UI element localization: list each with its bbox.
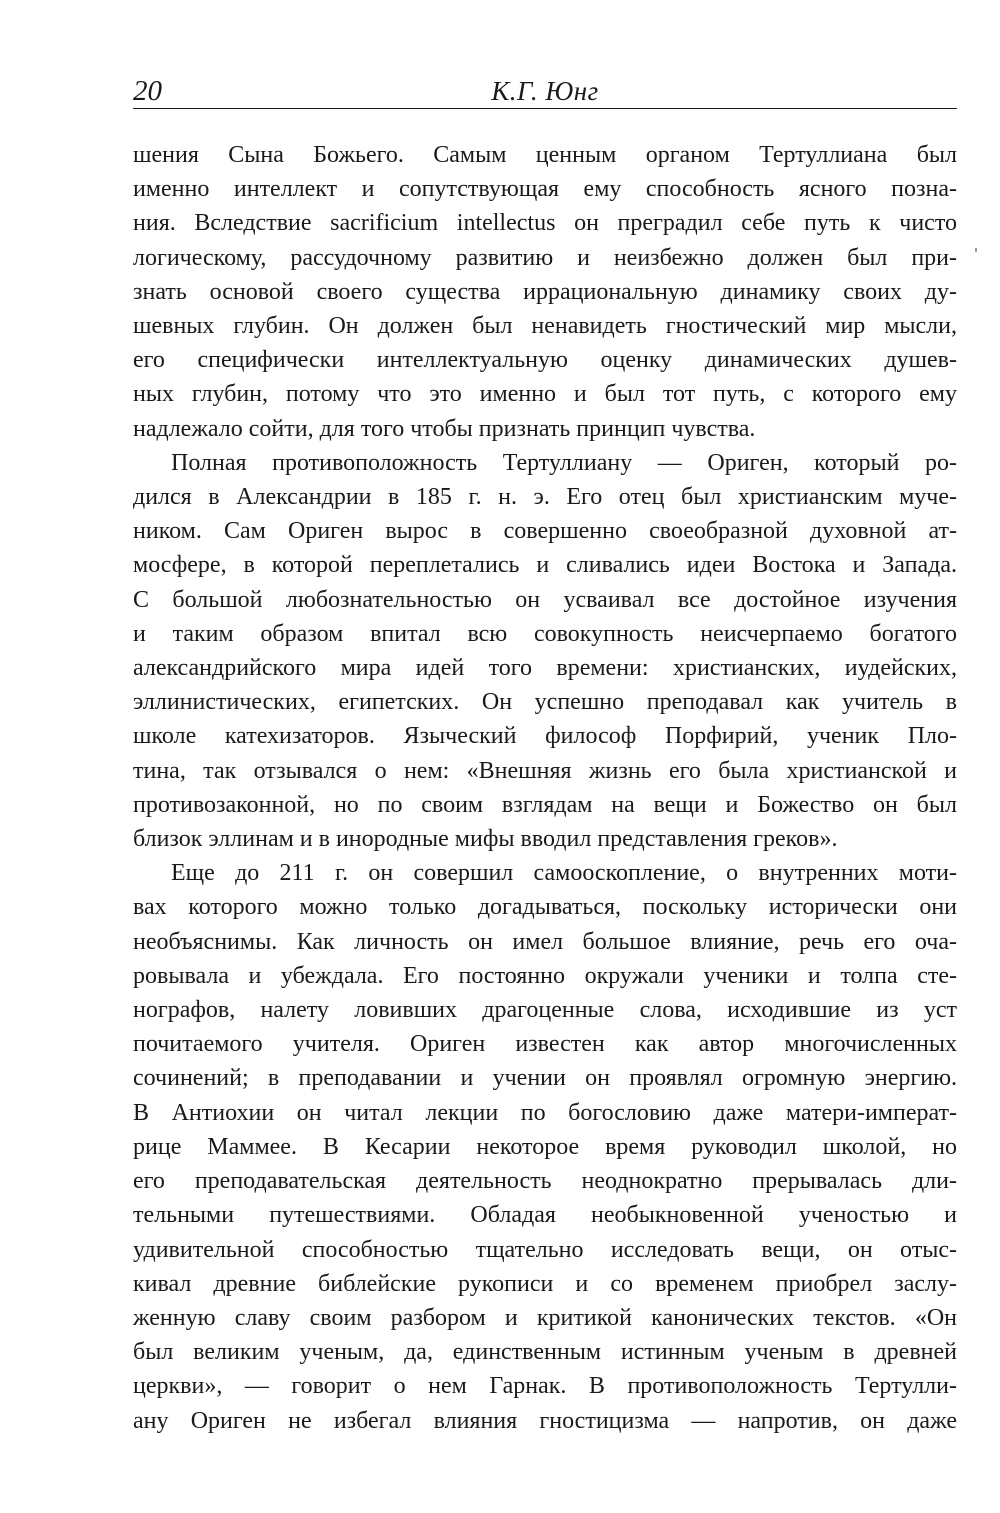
- body-text: [133, 138, 957, 1438]
- text-line: александрийского мира идей того времени: христианских, иудейских,: [133, 655, 957, 682]
- paragraph-3: [133, 856, 957, 1437]
- text-line: мосфере, в которой переплетались и сливались идеи Востока и Запада.: [133, 552, 957, 579]
- text-line: и таким образом впитал всю совокупность неисчерпаемо богатого: [133, 620, 957, 647]
- text-line: церкви», — говорит о нем Гарнак. В противоположность Тертулли-: [133, 1373, 957, 1400]
- text-line: эллинистических, египетских. Он успешно преподавал как учитель в: [133, 689, 957, 716]
- text-line: ану Ориген не избегал влияния гностицизма — напротив, он даже: [133, 1407, 957, 1434]
- text-line: надлежало сойти, для того чтобы признать принцип чувства.: [133, 415, 756, 442]
- text-line: ровывала и убеждала. Его постоянно окружали ученики и толпа сте-: [133, 962, 957, 989]
- page-number: 20: [133, 75, 162, 107]
- text-line: необъяснимы. Как личность он имел большое влияние, речь его оча-: [133, 928, 957, 955]
- text-line: логическому, рассудочному развитию и неизбежно должен был при-: [133, 244, 957, 271]
- text-line: ником. Сам Ориген вырос в совершенно своеобразной духовной ат-: [133, 518, 957, 545]
- text-line: его преподавательская деятельность неоднократно прерывалась дли-: [133, 1168, 957, 1195]
- text-line: Еще до 211 г. он совершил самооскопление, о внутренних моти-: [171, 860, 957, 887]
- text-line: тельными путешествиями. Обладая необыкновенной ученостью и: [133, 1202, 957, 1229]
- text-line: вах которого можно только догадываться, поскольку исторически они: [133, 894, 957, 921]
- text-line: ния. Вследствие sacrificium intellectus он преградил себе путь к чисто: [133, 210, 957, 237]
- text-line: тина, так отзывался о нем: «Внешняя жизнь его была христианской и: [133, 757, 957, 784]
- text-line: удивительной способностью тщательно исследовать вещи, он отыс-: [133, 1236, 957, 1263]
- text-line: дился в Александрии в 185 г. н. э. Его отец был христианским муче-: [133, 484, 957, 511]
- text-line: нографов, налету ловивших драгоценные слова, исходившие из уст: [133, 997, 957, 1024]
- paragraph-1: [133, 138, 957, 446]
- text-line: В Антиохии он читал лекции по богословию даже матери-императ-: [133, 1099, 957, 1126]
- running-title: К.Г. Юнг: [491, 76, 599, 106]
- text-line: Полная противоположность Тертуллиану — Ориген, который ро-: [171, 449, 957, 476]
- text-line: шения Сына Божьего. Самым ценным органом Тертуллиана был: [133, 142, 957, 168]
- text-line: С большой любознательностью он усваивал все достойное изучения: [133, 586, 957, 613]
- text-line: ных глубин, потому что это именно и был тот путь, с которого ему: [133, 381, 957, 408]
- text-line: сочинений; в преподавании и учении он проявлял огромную энергию.: [133, 1065, 957, 1092]
- text-line: именно интеллект и сопутствующая ему способность ясного позна-: [133, 176, 957, 203]
- text-line: близок эллинам и в инородные мифы вводил представления греков».: [133, 826, 838, 853]
- text-line: кивал древние библейские рукописи и со временем приобрел заслу-: [133, 1270, 957, 1297]
- text-line: знать основой своего существа иррациональную динамику своих ду-: [133, 278, 957, 305]
- text-line: школе катехизаторов. Языческий философ Порфирий, ученик Пло-: [133, 723, 957, 750]
- text-line: шевных глубин. Он должен был ненавидеть гностический мир мысли,: [133, 313, 957, 340]
- text-line: женную славу своим разбором и критикой канонических текстов. «Он: [133, 1304, 957, 1331]
- text-line: рице Маммее. В Кесарии некоторое время руководил школой, но: [133, 1133, 957, 1160]
- text-line: противозаконной, но по своим взглядам на вещи и Божество он был: [133, 791, 957, 818]
- paragraph-2: [133, 446, 957, 856]
- scan-speck: [975, 248, 977, 252]
- text-line: был великим ученым, да, единственным истинным ученым в древней: [133, 1339, 957, 1366]
- text-line: почитаемого учителя. Ориген известен как автор многочисленных: [133, 1031, 957, 1058]
- running-head: [133, 74, 957, 109]
- text-line: его специфически интеллектуальную оценку динамических душев-: [133, 347, 957, 374]
